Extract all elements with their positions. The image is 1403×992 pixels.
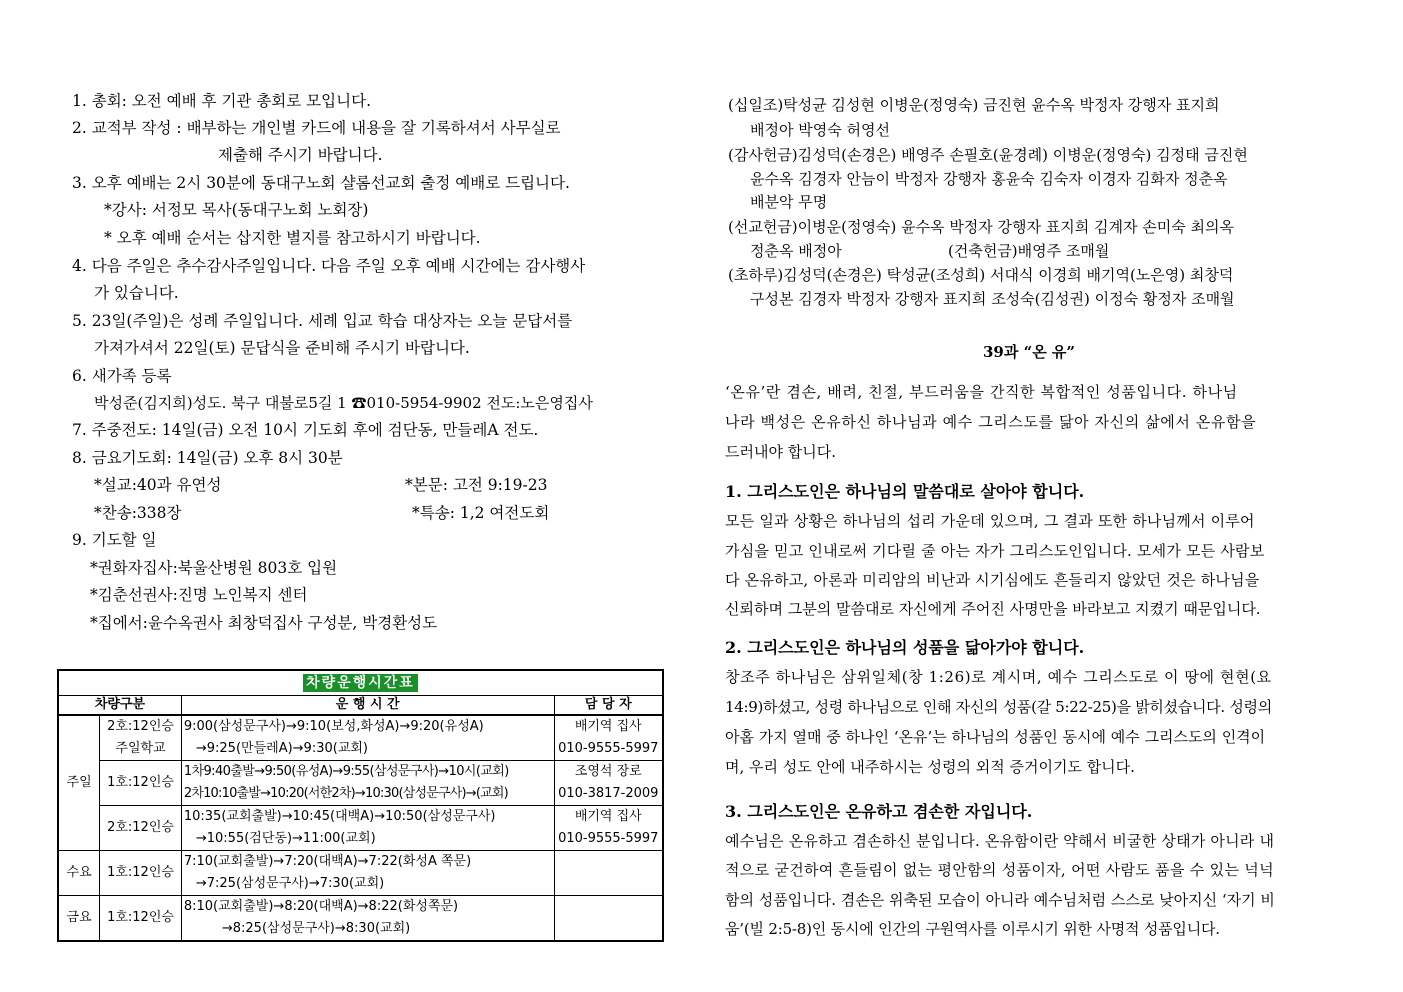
vehicle-cell: 2호:12인승 (100, 806, 182, 851)
section-1-line: 모든 일과 상황은 하나님의 섭리 가운데 있으며, 그 결과 또한 하나님께서 이루어 (725, 512, 1255, 530)
lesson-title: 39과 “온 유” (983, 343, 1076, 361)
section-2-heading: 2. 그리스도인은 하나님의 성품을 닮아가야 합니다. (725, 638, 1085, 657)
notice-4-cont: 가 있습니다. (94, 284, 179, 302)
notice-1: 1. 총회: 오전 예배 후 기관 총회로 모입니다. (72, 92, 371, 110)
time-cell: →9:25(만들레A)→9:30(교회) (181, 738, 554, 761)
offering-thanks: (감사헌금)김성덕(손경은) 배영주 손필호(윤경례) 이병운(정영숙) 김정태 금진현 (728, 146, 1248, 164)
offering-firstday-cont: 구성본 김경자 박정자 강행자 표지희 조성숙(김성권) 이정숙 황정자 조매월 (750, 290, 1235, 308)
notice-4: 4. 다음 주일은 추수감사주일입니다. 다음 주일 오후 예배 시간에는 감사행사 (72, 257, 586, 275)
intro-line: 나라 백성은 온유하신 하나님과 예수 그리스도를 닮아 자신의 삶에서 온유함을 (725, 413, 1257, 431)
header-vehicle: 차량구분 (58, 696, 181, 716)
table-row (58, 806, 663, 829)
notice-5: 5. 23일(주일)은 성례 주일입니다. 세례 입교 학습 대상자는 오늘 문답서를 (72, 312, 573, 330)
offering-building: (건축헌금)배영주 조매월 (948, 242, 1110, 260)
prayer-3: *집에서:윤수옥권사 최창덕집사 구성분, 박경환성도 (90, 614, 438, 632)
vehicle-schedule-table (57, 669, 664, 942)
vehicle-cell: 주일학교 (100, 738, 182, 761)
section-2-line: 창조주 하나님은 삼위일체(창 1:26)로 계시며, 예수 그리스도로 이 땅에 현현(요 (725, 668, 1272, 686)
section-2-line: 며, 우리 성도 안에 내주하시는 성령의 외적 증거이기도 합니다. (725, 758, 1135, 776)
vehicle-cell: 2호:12인승 (100, 715, 182, 738)
offering-thanks-cont: 윤수옥 김경자 안늠이 박정자 강행자 홍윤숙 김숙자 이경자 김화자 정춘옥 (750, 170, 1228, 188)
notice-3: 3. 오후 예배는 2시 30분에 동대구노회 샬롬선교회 출정 예배로 드립니다. (72, 174, 570, 192)
notice-9: 9. 기도할 일 (72, 531, 157, 549)
time-cell: →7:25(삼성문구사)→7:30(교회) (181, 873, 554, 896)
phone-cell: 010-9555-5997 (554, 738, 663, 761)
table-row (58, 851, 663, 874)
prayer-1: *권화자집사:북울산병원 803호 입원 (90, 559, 338, 577)
section-3-heading: 3. 그리스도인은 온유하고 겸손한 자입니다. (725, 802, 1033, 821)
table-row (58, 715, 663, 738)
notice-8: 8. 금요기도회: 14일(금) 오후 8시 30분 (72, 449, 343, 467)
intro-line: ‘온유’란 겸손, 배려, 친절, 부드러움을 간직한 복합적인 성품입니다. 하나님 (725, 383, 1238, 401)
section-2-line: 14:9)하셨고, 성령 하나님으로 인해 자신의 성품(갈 5:22-25)을 밝히셨습니다. 성령의 (725, 698, 1272, 716)
notice-5-cont: 가져가셔서 22일(토) 문답식을 준비해 주시기 바랍니다. (94, 339, 470, 357)
day-wednesday: 수요 (58, 851, 100, 896)
time-cell: 7:10(교회출발)→7:20(대백A)→7:22(화성A 쪽문) (181, 851, 554, 874)
section-1-line: 가심을 믿고 인내로써 기다릴 줄 아는 자가 그리스도인입니다. 모세가 모든 사람보 (725, 542, 1265, 560)
day-sunday: 주일 (58, 715, 100, 851)
section-2-line: 아홉 가지 열매 중 하나인 ‘온유’는 하나님의 성품인 동시에 예수 그리스도의 인격이 (725, 728, 1266, 746)
time-cell: 2차10:10출발→10:20(서한2차)→10:30(삼성문구사)→(교회) (181, 783, 554, 806)
notice-3-note: * 오후 예배 순서는 삽지한 별지를 참고하시기 바랍니다. (104, 229, 481, 247)
notice-8-hymn: *찬송:338장 (94, 504, 182, 522)
notice-6-detail: 박성준(김지희)성도. 북구 대불로5길 1 ☎010-5954-9902 전도:노은영집사 (94, 394, 593, 412)
schedule-title-cell (58, 670, 663, 696)
phone-cell: 010-3817-2009 (554, 783, 663, 806)
person-cell: 배기역 집사 (554, 715, 663, 738)
intro-line: 드러내야 합니다. (725, 443, 836, 461)
section-3-line: 적으로 굳건하여 흔들림이 없는 평안함의 성품이자, 어떤 사람도 품을 수 있는 넉넉 (725, 861, 1274, 879)
table-row (58, 738, 663, 761)
header-person: 담 당 자 (554, 696, 663, 716)
offering-tithe-cont: 배정아 박영숙 허영선 (750, 121, 890, 139)
person-cell: 배기역 집사 (554, 806, 663, 829)
time-cell: 10:35(교회출발)→10:45(대백A)→10:50(삼성문구사) (181, 806, 554, 829)
schedule-title: 차량운행시간표 (303, 674, 418, 692)
offering-firstday: (초하루)김성덕(손경은) 탁성균(조성희) 서대식 이경희 배기역(노은영) 최창덕 (728, 266, 1234, 284)
notice-8-scripture: *본문: 고전 9:19-23 (405, 476, 548, 494)
vehicle-cell: 1호:12인승 (100, 896, 182, 942)
notice-8-sermon: *설교:40과 유연성 (94, 476, 222, 494)
section-1-line: 다 온유하고, 아론과 미리암의 비난과 시기심에도 흔들리지 않았던 것은 하나님을 (725, 571, 1260, 589)
table-row (58, 761, 663, 784)
offering-mission-cont: 정춘옥 배정아 (750, 242, 842, 260)
notice-3-speaker: *강사: 서정모 목사(동대구노회 노회장) (104, 201, 369, 219)
person-cell (554, 896, 663, 942)
section-3-line: 움’(빌 2:5-8)인 동시에 인간의 구원역사를 이루시기 위한 사명적 성품입니다. (725, 920, 1220, 938)
prayer-2: *김춘선권사:진명 노인복지 센터 (90, 586, 308, 604)
section-1-line: 신뢰하며 그분의 말씀대로 자신에게 주어진 사명만을 바라보고 지켰기 때문입니다. (725, 600, 1261, 618)
person-cell (554, 851, 663, 896)
person-cell: 조영석 장로 (554, 761, 663, 784)
notice-7: 7. 주중전도: 14일(금) 오전 10시 기도회 후에 검단동, 만들레A 전도. (72, 421, 539, 439)
time-cell: 8:10(교회출발)→8:20(대백A)→8:22(화성쪽문) (181, 896, 554, 919)
offering-thanks-cont2: 배분악 무명 (750, 193, 828, 211)
notice-8-special: *특송: 1,2 여전도회 (412, 504, 550, 522)
section-1-heading: 1. 그리스도인은 하나님의 말씀대로 살아야 합니다. (725, 482, 1085, 501)
day-friday: 금요 (58, 896, 100, 942)
time-cell: 9:00(삼성문구사)→9:10(보성,화성A)→9:20(유성A) (181, 715, 554, 738)
section-3-line: 예수님은 온유하고 겸손하신 분입니다. 온유함이란 약해서 비굴한 상태가 아니라 내 (725, 832, 1275, 850)
vehicle-cell: 1호:12인승 (100, 761, 182, 806)
vehicle-cell: 1호:12인승 (100, 851, 182, 896)
section-3-line: 함의 성품입니다. 겸손은 위축된 모습이 아니라 예수님처럼 스스로 낮아지신 ‘자기 비 (725, 891, 1275, 909)
time-cell: 1차9:40출발→9:50(유성A)→9:55(삼성문구사)→10시(교회) (181, 761, 554, 784)
header-times: 운 행 시 간 (181, 696, 554, 716)
offering-tithe: (십일조)탁성균 김성현 이병운(정영숙) 금진현 윤수옥 박정자 강행자 표지희 (728, 96, 1220, 114)
phone-cell: 010-9555-5997 (554, 828, 663, 851)
notice-2-cont: 제출해 주시기 바랍니다. (218, 146, 383, 164)
offering-mission: (선교헌금)이병운(정영숙) 윤수옥 박정자 강행자 표지희 김계자 손미숙 최의옥 (728, 218, 1234, 236)
time-cell: →10:55(검단동)→11:00(교회) (181, 828, 554, 851)
notice-2: 2. 교적부 작성 : 배부하는 개인별 카드에 내용을 잘 기록하셔서 사무실로 (72, 119, 561, 137)
time-cell: →8:25(삼성문구사)→8:30(교회) (181, 918, 554, 941)
table-row (58, 896, 663, 919)
notice-6: 6. 새가족 등록 (72, 367, 172, 385)
